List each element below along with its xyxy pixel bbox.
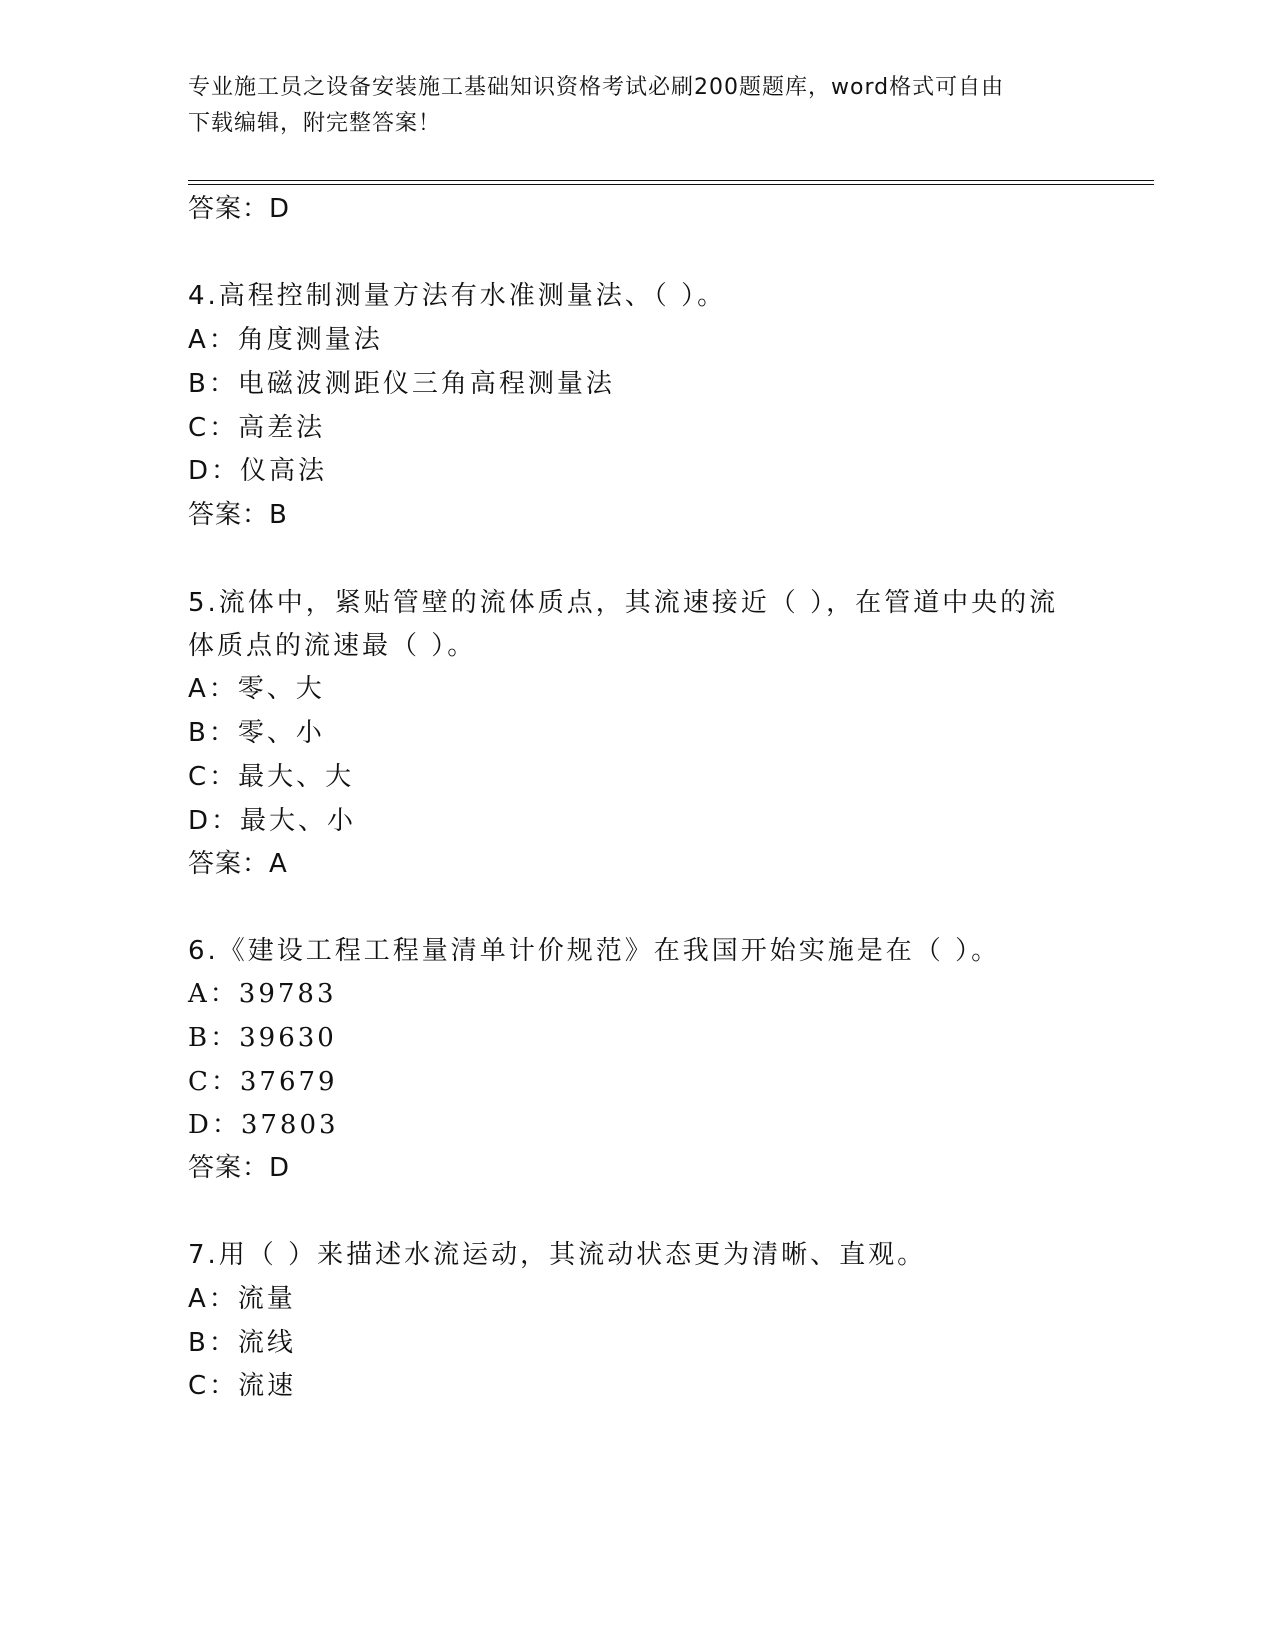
option-c: C：37679 bbox=[188, 1067, 338, 1097]
option-a: A：角度测量法 bbox=[188, 325, 383, 355]
option-b: B：零、小 bbox=[188, 718, 325, 748]
header-divider-top bbox=[188, 180, 1154, 181]
answer: 答案：B bbox=[188, 500, 288, 530]
answer: 答案：A bbox=[188, 849, 288, 879]
option-c: C：高差法 bbox=[188, 413, 326, 443]
option-a: A：39783 bbox=[188, 979, 337, 1009]
question-stem: 7.用（ ）来描述水流运动，其流动状态更为清晰、直观。 bbox=[188, 1240, 927, 1270]
option-d: D：仪高法 bbox=[188, 456, 328, 486]
option-d: D：37803 bbox=[188, 1110, 339, 1140]
answer: 答案：D bbox=[188, 1153, 291, 1183]
previous-answer: 答案：D bbox=[188, 194, 291, 224]
option-d: D：最大、小 bbox=[188, 806, 357, 836]
document-title bbox=[188, 70, 1088, 142]
option-c: C：流速 bbox=[188, 1371, 297, 1401]
option-b: B：电磁波测距仪三角高程测量法 bbox=[188, 369, 615, 399]
option-b: B：流线 bbox=[188, 1328, 296, 1358]
question-stem: 4.高程控制测量方法有水准测量法、（ ）。 bbox=[188, 281, 727, 311]
option-a: A：流量 bbox=[188, 1284, 296, 1314]
header-divider-bottom bbox=[188, 184, 1154, 185]
option-b: B：39630 bbox=[188, 1023, 337, 1053]
option-c: C：最大、大 bbox=[188, 762, 355, 792]
document-title-line-1: 专业施工员之设备安装施工基础知识资格考试必刷200题题库，word格式可自由 bbox=[188, 75, 1005, 100]
question-stem: 6.《建设工程工程量清单计价规范》在我国开始实施是在（ ）。 bbox=[188, 936, 1001, 966]
document-title-line-2: 下载编辑，附完整答案！ bbox=[188, 111, 442, 136]
question-stem-line-2: 体质点的流速最（ ）。 bbox=[188, 631, 477, 661]
option-a: A：零、大 bbox=[188, 674, 325, 704]
question-stem-line-1: 5.流体中，紧贴管壁的流体质点，其流速接近（ ），在管道中央的流 bbox=[188, 588, 1059, 618]
